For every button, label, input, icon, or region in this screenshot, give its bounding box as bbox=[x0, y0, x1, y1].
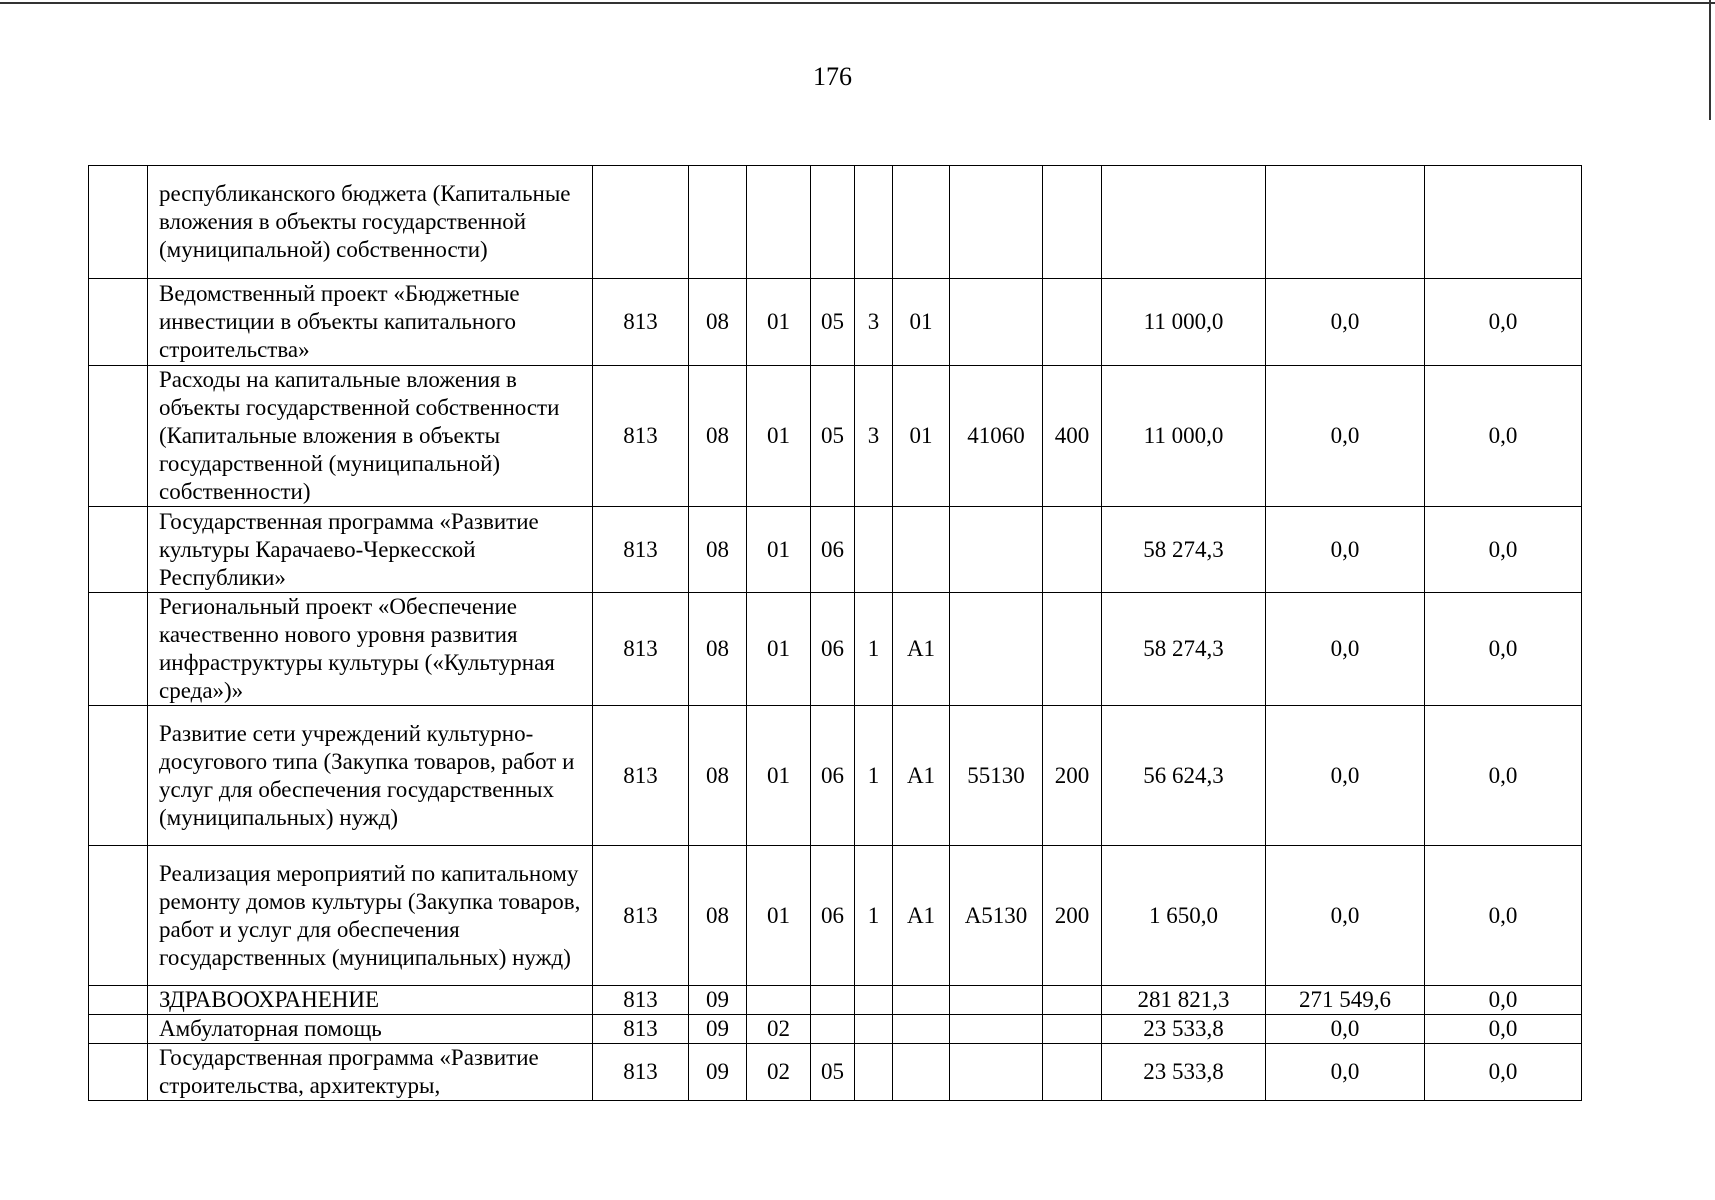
amount-year-2: 0,0 bbox=[1266, 366, 1425, 507]
section-code: 08 bbox=[689, 507, 747, 593]
direction-code bbox=[950, 507, 1043, 593]
amount-year-2: 0,0 bbox=[1266, 1015, 1425, 1044]
row-name: Расходы на капитальные вложения в объекты государственной собственности (Капитальные вложения в объекты государственной (муниципальной) собственности) bbox=[148, 366, 593, 507]
amount-year-2: 0,0 bbox=[1266, 593, 1425, 706]
expense-type-code bbox=[1043, 279, 1102, 366]
subprogram-code bbox=[855, 986, 893, 1015]
row-name: ЗДРАВООХРАНЕНИЕ bbox=[148, 986, 593, 1015]
table-row bbox=[89, 593, 1582, 706]
subprogram-code bbox=[855, 1044, 893, 1101]
section-code: 08 bbox=[689, 593, 747, 706]
program-code: 05 bbox=[811, 1044, 855, 1101]
section-code: 08 bbox=[689, 706, 747, 846]
page-number: 176 bbox=[813, 62, 852, 91]
direction-code bbox=[950, 1015, 1043, 1044]
program-code: 06 bbox=[811, 507, 855, 593]
program-code: 06 bbox=[811, 706, 855, 846]
ministry-code: 813 bbox=[593, 279, 689, 366]
project-code bbox=[893, 166, 950, 279]
row-index-cell bbox=[89, 366, 148, 507]
amount-year-3: 0,0 bbox=[1425, 1015, 1582, 1044]
row-name: Ведомственный проект «Бюджетные инвестиции в объекты капитального строительства» bbox=[148, 279, 593, 366]
amount-year-1: 281 821,3 bbox=[1102, 986, 1266, 1015]
subprogram-code bbox=[855, 1015, 893, 1044]
amount-year-1 bbox=[1102, 166, 1266, 279]
subprogram-code: 3 bbox=[855, 366, 893, 507]
row-name: Развитие сети учреждений культурно-досугового типа (Закупка товаров, работ и услуг для обеспечения государственных (муниципальных) нужд) bbox=[148, 706, 593, 846]
direction-code bbox=[950, 593, 1043, 706]
amount-year-2: 0,0 bbox=[1266, 706, 1425, 846]
amount-year-1: 1 650,0 bbox=[1102, 846, 1266, 986]
ministry-code: 813 bbox=[593, 706, 689, 846]
ministry-code: 813 bbox=[593, 593, 689, 706]
amount-year-1: 58 274,3 bbox=[1102, 507, 1266, 593]
table-row bbox=[89, 846, 1582, 986]
amount-year-1: 58 274,3 bbox=[1102, 593, 1266, 706]
row-name: Государственная программа «Развитие строительства, архитектуры, bbox=[148, 1044, 593, 1101]
amount-year-2: 0,0 bbox=[1266, 507, 1425, 593]
amount-year-1: 11 000,0 bbox=[1102, 279, 1266, 366]
row-name: Государственная программа «Развитие культуры Карачаево-Черкесской Республики» bbox=[148, 507, 593, 593]
ministry-code: 813 bbox=[593, 1015, 689, 1044]
program-code bbox=[811, 1015, 855, 1044]
row-index-cell bbox=[89, 279, 148, 366]
section-code: 09 bbox=[689, 1044, 747, 1101]
program-code: 05 bbox=[811, 279, 855, 366]
subsection-code: 01 bbox=[747, 846, 811, 986]
section-code: 09 bbox=[689, 1015, 747, 1044]
row-index-cell bbox=[89, 986, 148, 1015]
amount-year-3: 0,0 bbox=[1425, 706, 1582, 846]
direction-code bbox=[950, 279, 1043, 366]
section-code: 08 bbox=[689, 366, 747, 507]
project-code bbox=[893, 986, 950, 1015]
row-name: Региональный проект «Обеспечение качественно нового уровня развития инфраструктуры культуры («Культурная среда»)» bbox=[148, 593, 593, 706]
amount-year-3: 0,0 bbox=[1425, 986, 1582, 1015]
expense-type-code bbox=[1043, 1015, 1102, 1044]
subsection-code: 01 bbox=[747, 706, 811, 846]
expense-type-code bbox=[1043, 1044, 1102, 1101]
expense-type-code bbox=[1043, 166, 1102, 279]
amount-year-1: 11 000,0 bbox=[1102, 366, 1266, 507]
direction-code: 41060 bbox=[950, 366, 1043, 507]
project-code: A1 bbox=[893, 593, 950, 706]
ministry-code: 813 bbox=[593, 366, 689, 507]
project-code bbox=[893, 1015, 950, 1044]
subprogram-code bbox=[855, 507, 893, 593]
row-index-cell bbox=[89, 593, 148, 706]
amount-year-2: 0,0 bbox=[1266, 1044, 1425, 1101]
expense-type-code: 200 bbox=[1043, 846, 1102, 986]
subprogram-code: 3 bbox=[855, 279, 893, 366]
budget-table bbox=[88, 165, 1582, 1101]
direction-code bbox=[950, 1044, 1043, 1101]
table-row bbox=[89, 1015, 1582, 1044]
table-row bbox=[89, 366, 1582, 507]
amount-year-2: 0,0 bbox=[1266, 279, 1425, 366]
amount-year-2 bbox=[1266, 166, 1425, 279]
amount-year-3: 0,0 bbox=[1425, 366, 1582, 507]
table-row bbox=[89, 507, 1582, 593]
project-code: 01 bbox=[893, 366, 950, 507]
table-row bbox=[89, 1044, 1582, 1101]
ministry-code: 813 bbox=[593, 986, 689, 1015]
amount-year-2: 271 549,6 bbox=[1266, 986, 1425, 1015]
row-name: Амбулаторная помощь bbox=[148, 1015, 593, 1044]
amount-year-3: 0,0 bbox=[1425, 593, 1582, 706]
amount-year-1: 23 533,8 bbox=[1102, 1044, 1266, 1101]
section-code bbox=[689, 166, 747, 279]
row-name: Реализация мероприятий по капитальному ремонту домов культуры (Закупка товаров, работ и услуг для обеспечения государственных (муниципальных) нужд) bbox=[148, 846, 593, 986]
amount-year-3: 0,0 bbox=[1425, 846, 1582, 986]
row-index-cell bbox=[89, 1015, 148, 1044]
program-code: 06 bbox=[811, 593, 855, 706]
row-index-cell bbox=[89, 1044, 148, 1101]
expense-type-code bbox=[1043, 507, 1102, 593]
program-code: 06 bbox=[811, 846, 855, 986]
subsection-code: 01 bbox=[747, 366, 811, 507]
direction-code: 55130 bbox=[950, 706, 1043, 846]
amount-year-3 bbox=[1425, 166, 1582, 279]
subprogram-code: 1 bbox=[855, 846, 893, 986]
section-code: 08 bbox=[689, 279, 747, 366]
amount-year-3: 0,0 bbox=[1425, 1044, 1582, 1101]
table-row bbox=[89, 166, 1582, 279]
subprogram-code bbox=[855, 166, 893, 279]
section-code: 09 bbox=[689, 986, 747, 1015]
table-row bbox=[89, 279, 1582, 366]
direction-code bbox=[950, 166, 1043, 279]
section-code: 08 bbox=[689, 846, 747, 986]
expense-type-code: 200 bbox=[1043, 706, 1102, 846]
subsection-code bbox=[747, 986, 811, 1015]
subsection-code bbox=[747, 166, 811, 279]
project-code bbox=[893, 1044, 950, 1101]
row-index-cell bbox=[89, 706, 148, 846]
project-code: A1 bbox=[893, 846, 950, 986]
ministry-code: 813 bbox=[593, 1044, 689, 1101]
row-name: республиканского бюджета (Капитальные вложения в объекты государственной (муниципальной) собственности) bbox=[148, 166, 593, 279]
amount-year-3: 0,0 bbox=[1425, 507, 1582, 593]
subsection-code: 01 bbox=[747, 593, 811, 706]
amount-year-1: 56 624,3 bbox=[1102, 706, 1266, 846]
direction-code bbox=[950, 986, 1043, 1015]
subsection-code: 02 bbox=[747, 1015, 811, 1044]
direction-code: A5130 bbox=[950, 846, 1043, 986]
expense-type-code bbox=[1043, 593, 1102, 706]
ministry-code: 813 bbox=[593, 507, 689, 593]
subsection-code: 02 bbox=[747, 1044, 811, 1101]
row-index-cell bbox=[89, 846, 148, 986]
program-code bbox=[811, 166, 855, 279]
row-index-cell bbox=[89, 166, 148, 279]
subsection-code: 01 bbox=[747, 507, 811, 593]
scan-edge-line bbox=[0, 2, 1715, 4]
subprogram-code: 1 bbox=[855, 593, 893, 706]
project-code: A1 bbox=[893, 706, 950, 846]
expense-type-code bbox=[1043, 986, 1102, 1015]
subsection-code: 01 bbox=[747, 279, 811, 366]
scan-edge-mark bbox=[1709, 0, 1711, 120]
ministry-code: 813 bbox=[593, 846, 689, 986]
program-code: 05 bbox=[811, 366, 855, 507]
subprogram-code: 1 bbox=[855, 706, 893, 846]
row-index-cell bbox=[89, 507, 148, 593]
table-row bbox=[89, 986, 1582, 1015]
amount-year-3: 0,0 bbox=[1425, 279, 1582, 366]
program-code bbox=[811, 986, 855, 1015]
project-code: 01 bbox=[893, 279, 950, 366]
amount-year-2: 0,0 bbox=[1266, 846, 1425, 986]
table-row bbox=[89, 706, 1582, 846]
expense-type-code: 400 bbox=[1043, 366, 1102, 507]
ministry-code bbox=[593, 166, 689, 279]
project-code bbox=[893, 507, 950, 593]
amount-year-1: 23 533,8 bbox=[1102, 1015, 1266, 1044]
